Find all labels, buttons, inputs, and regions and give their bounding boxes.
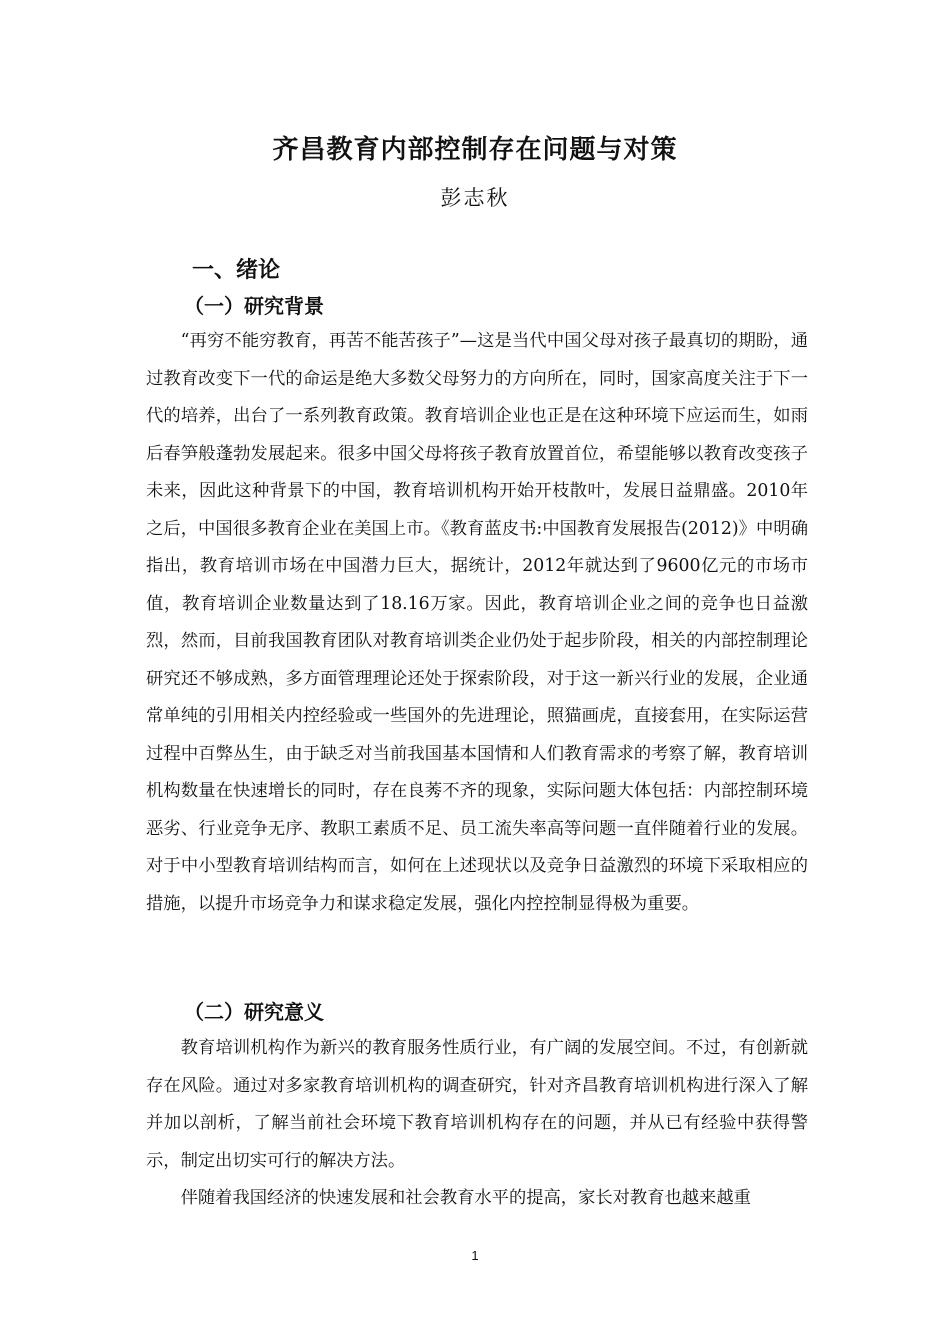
author-name: 彭志秋 — [440, 186, 510, 210]
subsection-heading-background: （一）研究背景 — [184, 294, 324, 318]
page-number: 1 — [471, 1248, 479, 1263]
document-title: 齐昌教育内部控制存在问题与对策 — [272, 135, 678, 165]
significance-paragraph-2: 伴随着我国经济的快速发展和社会教育水平的提高，家长对教育也越来越重 — [180, 1188, 751, 1208]
section-heading-introduction: 一、绪论 — [192, 258, 281, 283]
background-paragraph: “再穷不能穷教育，再苦不能苦孩子”—这是当代中国父母对孩子最真切的期盼，通过教育改变下一代的命运是绝大多数父母努力的方向所在，同时，国家高度关注于下一代的培养，出台了一系列教育政策。教育培训企业也正是在这种环境下应运而生，如雨后春笋般蓬勃发展起来。很多中国父母将孩子教育放置首位，希望能够以教育改变孩子未来，因此这种背景下的中国，教育培训机构开始开枝散叶，发展日益鼎盛。2010年之后，中国很多教育企业在美国上市。《教育蓝皮书:中国教育发展报告(2012)》中明确指出，教育培训市场在中国潜力巨大，据统计，2012年就达到了9600亿元的市场市值，教育培训企业数量达到了18.16万家。因此，教育培训企业之间的竞争也日益激烈，然而，目前我国教育团队对教育培训类企业仍处于起步阶段，相关的内部控制理论研究还不够成熟，多方面管理理论还处于探索阶段，对于这一新兴行业的发展，企业通常单纯的引用相关内控经验或一些国外的先进理论，照猫画虎，直接套用，在实际运营过程中百弊丛生，由于缺乏对当前我国基本国情和人们教育需求的考察了解，教育培训机构数量在快速增长的同时，存在良莠不齐的现象，实际问题大体包括：内部控制环境恶劣、行业竞争无序、教职工素质不足、员工流失率高等问题一直伴随着行业的发展。对于中小型教育培训结构而言，如何在上述现状以及竞争日益激烈的环境下采取相应的措施，以提升市场竞争力和谋求稳定发展，强化内控控制显得极为重要。 — [146, 331, 808, 914]
significance-paragraph-1: 教育培训机构作为新兴的教育服务性质行业，有广阔的发展空间。不过，有创新就存在风险。通过对多家教育培训机构的调查研究，针对齐昌教育培训机构进行深入了解并加以剖析，了解当前社会环境下教育培训机构存在的问题，并从已有经验中获得警示，制定出切实可行的解决方法。 — [146, 1038, 808, 1171]
subsection-heading-significance: （二）研究意义 — [184, 1000, 324, 1024]
